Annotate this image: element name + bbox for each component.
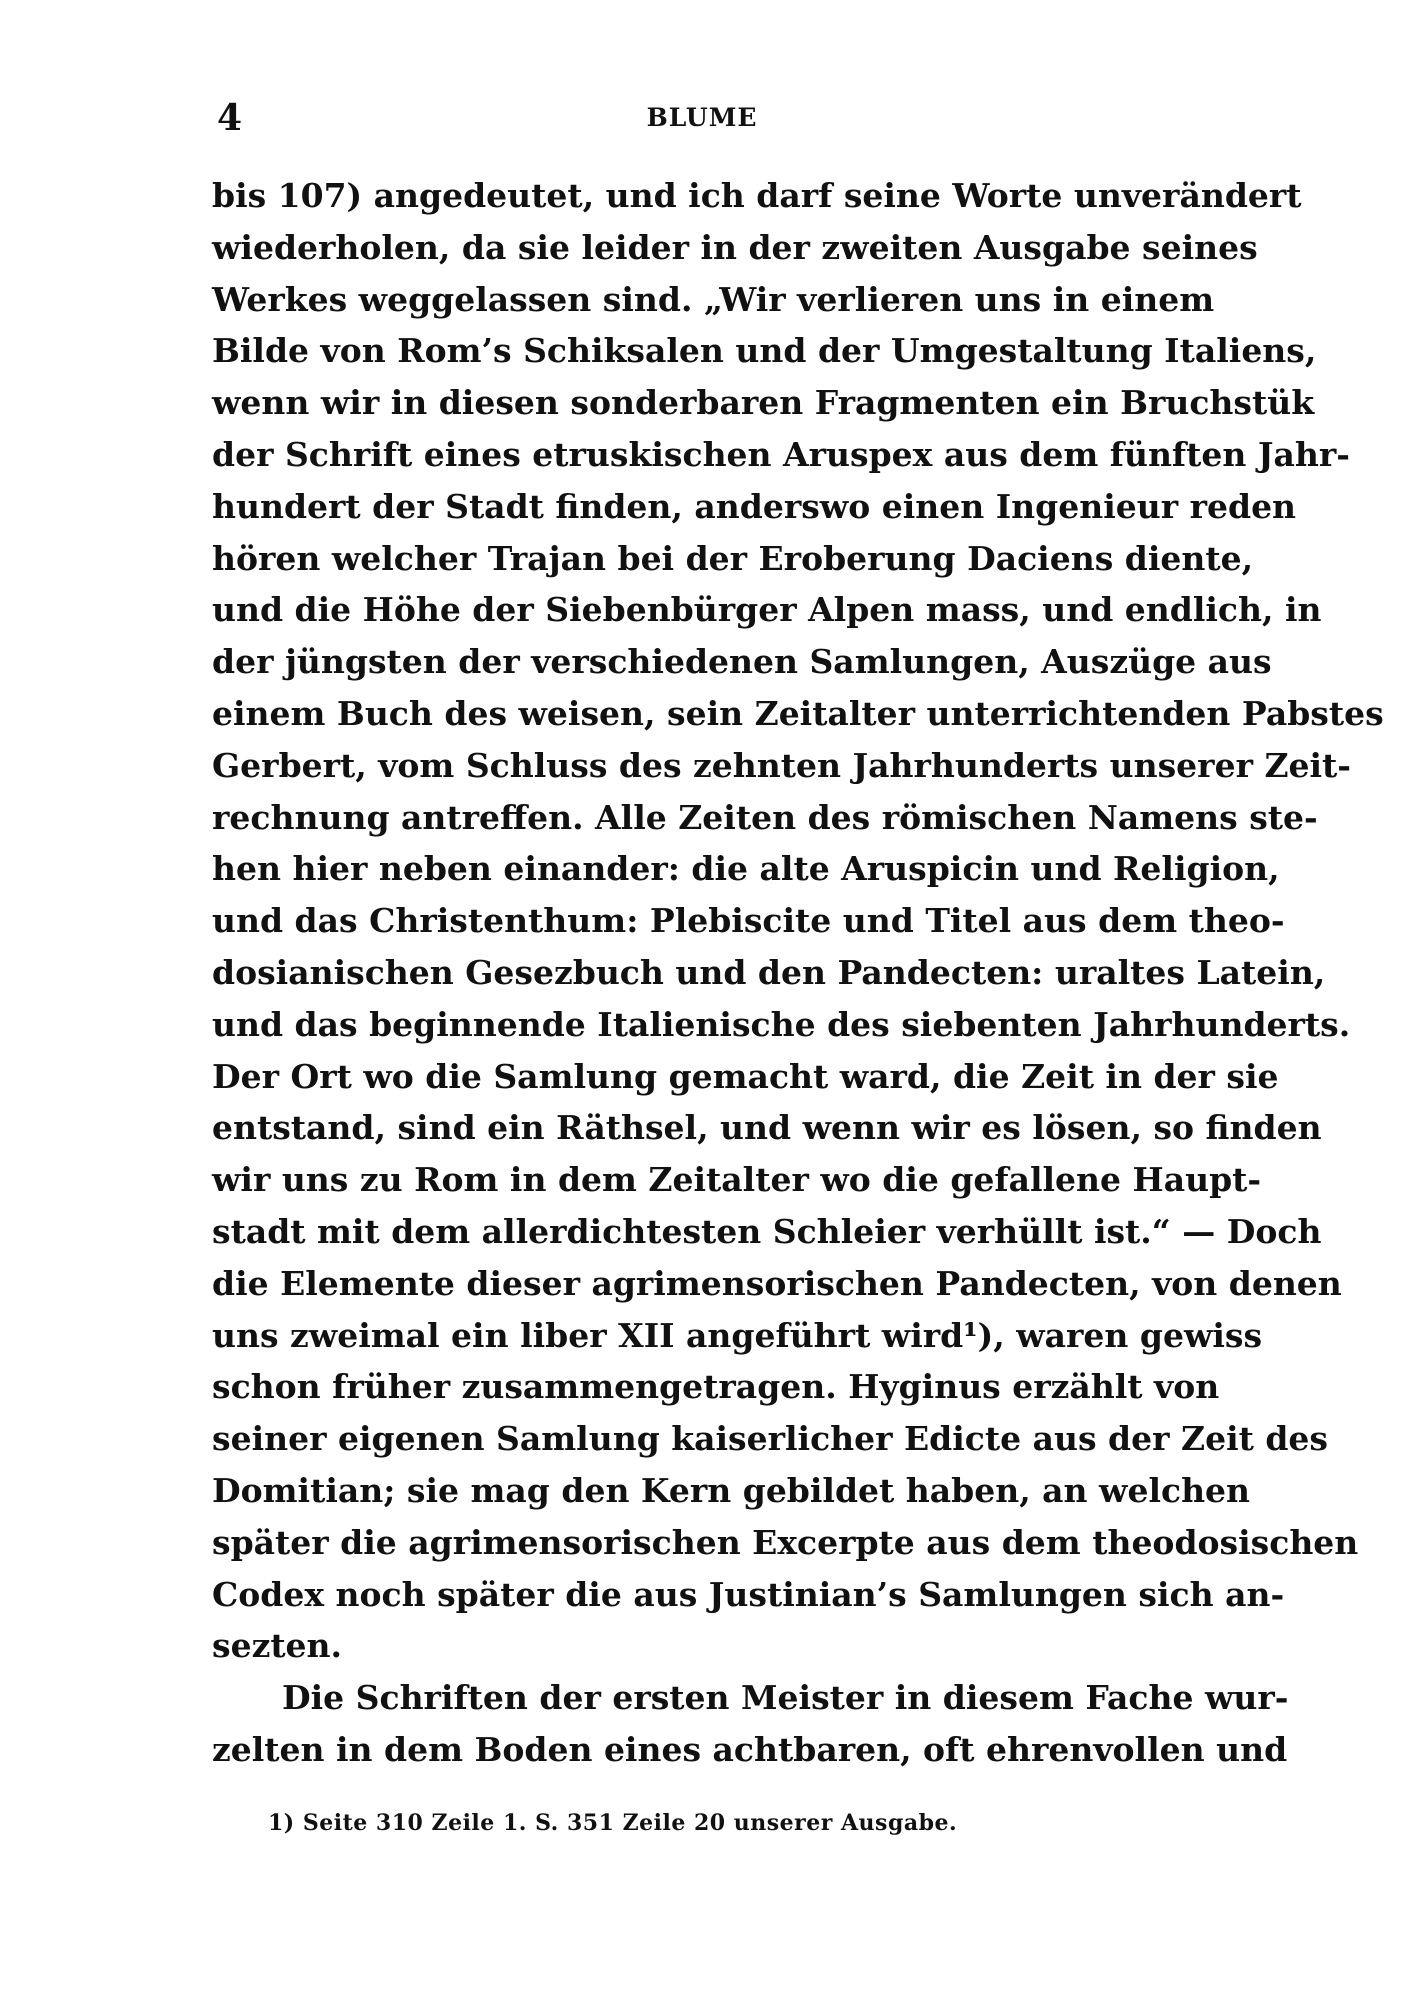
text-line: Domitian; sie mag den Kern gebildet haben, an welchen: [212, 1470, 1251, 1510]
text-line: der Schrift eines etruskischen Aruspex aus dem fünften Jahr-: [212, 434, 1350, 474]
text-line: Der Ort wo die Samlung gemacht ward, die Zeit in der sie: [212, 1056, 1279, 1096]
text-line: stadt mit dem allerdichtesten Schleier verhüllt ist.“ — Doch: [212, 1211, 1322, 1251]
text-line: einem Buch des weisen, sein Zeitalter unterrichtenden Pabstes: [212, 693, 1384, 733]
text-line: wenn wir in diesen sonderbaren Fragmenten ein Bruchstük: [212, 383, 1315, 423]
text-line: und die Höhe der Siebenbürger Alpen mass, und endlich, in: [212, 590, 1322, 630]
body-text: [212, 170, 1384, 1776]
text-line: wiederholen, da sie leider in der zweiten Ausgabe seines: [212, 227, 1258, 267]
text-line: hören welcher Trajan bei der Eroberung Daciens diente,: [212, 538, 1254, 578]
text-line: wir uns zu Rom in dem Zeitalter wo die gefallene Haupt-: [212, 1160, 1262, 1200]
text-line: entstand, sind ein Räthsel, und wenn wir es lösen, so finden: [212, 1108, 1322, 1148]
text-line: und das Christenthum: Plebiscite und Titel aus dem theo-: [212, 901, 1285, 941]
paragraph-end-line: sezten.: [212, 1626, 343, 1666]
text-line: die Elemente dieser agrimensorischen Pandecten, von denen: [212, 1263, 1342, 1303]
text-line: zelten in dem Boden eines achtbaren, oft ehrenvollen und: [212, 1729, 1288, 1769]
text-line: Werkes weggelassen sind. „Wir verlieren uns in einem: [212, 279, 1215, 319]
text-line: bis 107) angedeutet, und ich darf seine Worte unverändert: [212, 176, 1302, 215]
text-line: Bilde von Rom’s Schiksalen und der Umgestaltung Italiens,: [212, 331, 1317, 371]
text-line: hen hier neben einander: die alte Aruspicin und Religion,: [212, 849, 1280, 889]
page-number: 4: [217, 97, 243, 139]
text-line: seiner eigenen Samlung kaiserlicher Edicte aus der Zeit des: [212, 1419, 1329, 1459]
text-line: rechnung antreffen. Alle Zeiten des römischen Namens ste-: [212, 797, 1318, 837]
footnote: 1) Seite 310 Zeile 1. S. 351 Zeile 20 unserer Ausgabe.: [268, 1810, 958, 1836]
text-line: der jüngsten der verschiedenen Samlungen, Auszüge aus: [212, 642, 1272, 682]
text-line: hundert der Stadt finden, anderswo einen Ingenieur reden: [212, 486, 1297, 526]
text-line: dosianischen Gesezbuch und den Pandecten: uraltes Latein,: [212, 952, 1326, 992]
text-line: uns zweimal ein liber XII angeführt wird¹), waren gewiss: [212, 1315, 1263, 1355]
text-line: und das beginnende Italienische des siebenten Jahrhunderts.: [212, 1004, 1351, 1044]
text-line: Codex noch später die aus Justinian’s Samlungen sich an-: [212, 1574, 1285, 1614]
running-head: BLUME: [646, 103, 758, 132]
text-line: Gerbert, vom Schluss des zehnten Jahrhunderts unserer Zeit-: [212, 745, 1351, 785]
text-line: später die agrimensorischen Excerpte aus dem theodosischen: [212, 1522, 1359, 1562]
page-header: [212, 98, 1192, 138]
paragraph-start-line: Die Schriften der ersten Meister in diesem Fache wur-: [282, 1678, 1289, 1718]
text-line: schon früher zusammengetragen. Hyginus erzählt von: [212, 1367, 1220, 1407]
